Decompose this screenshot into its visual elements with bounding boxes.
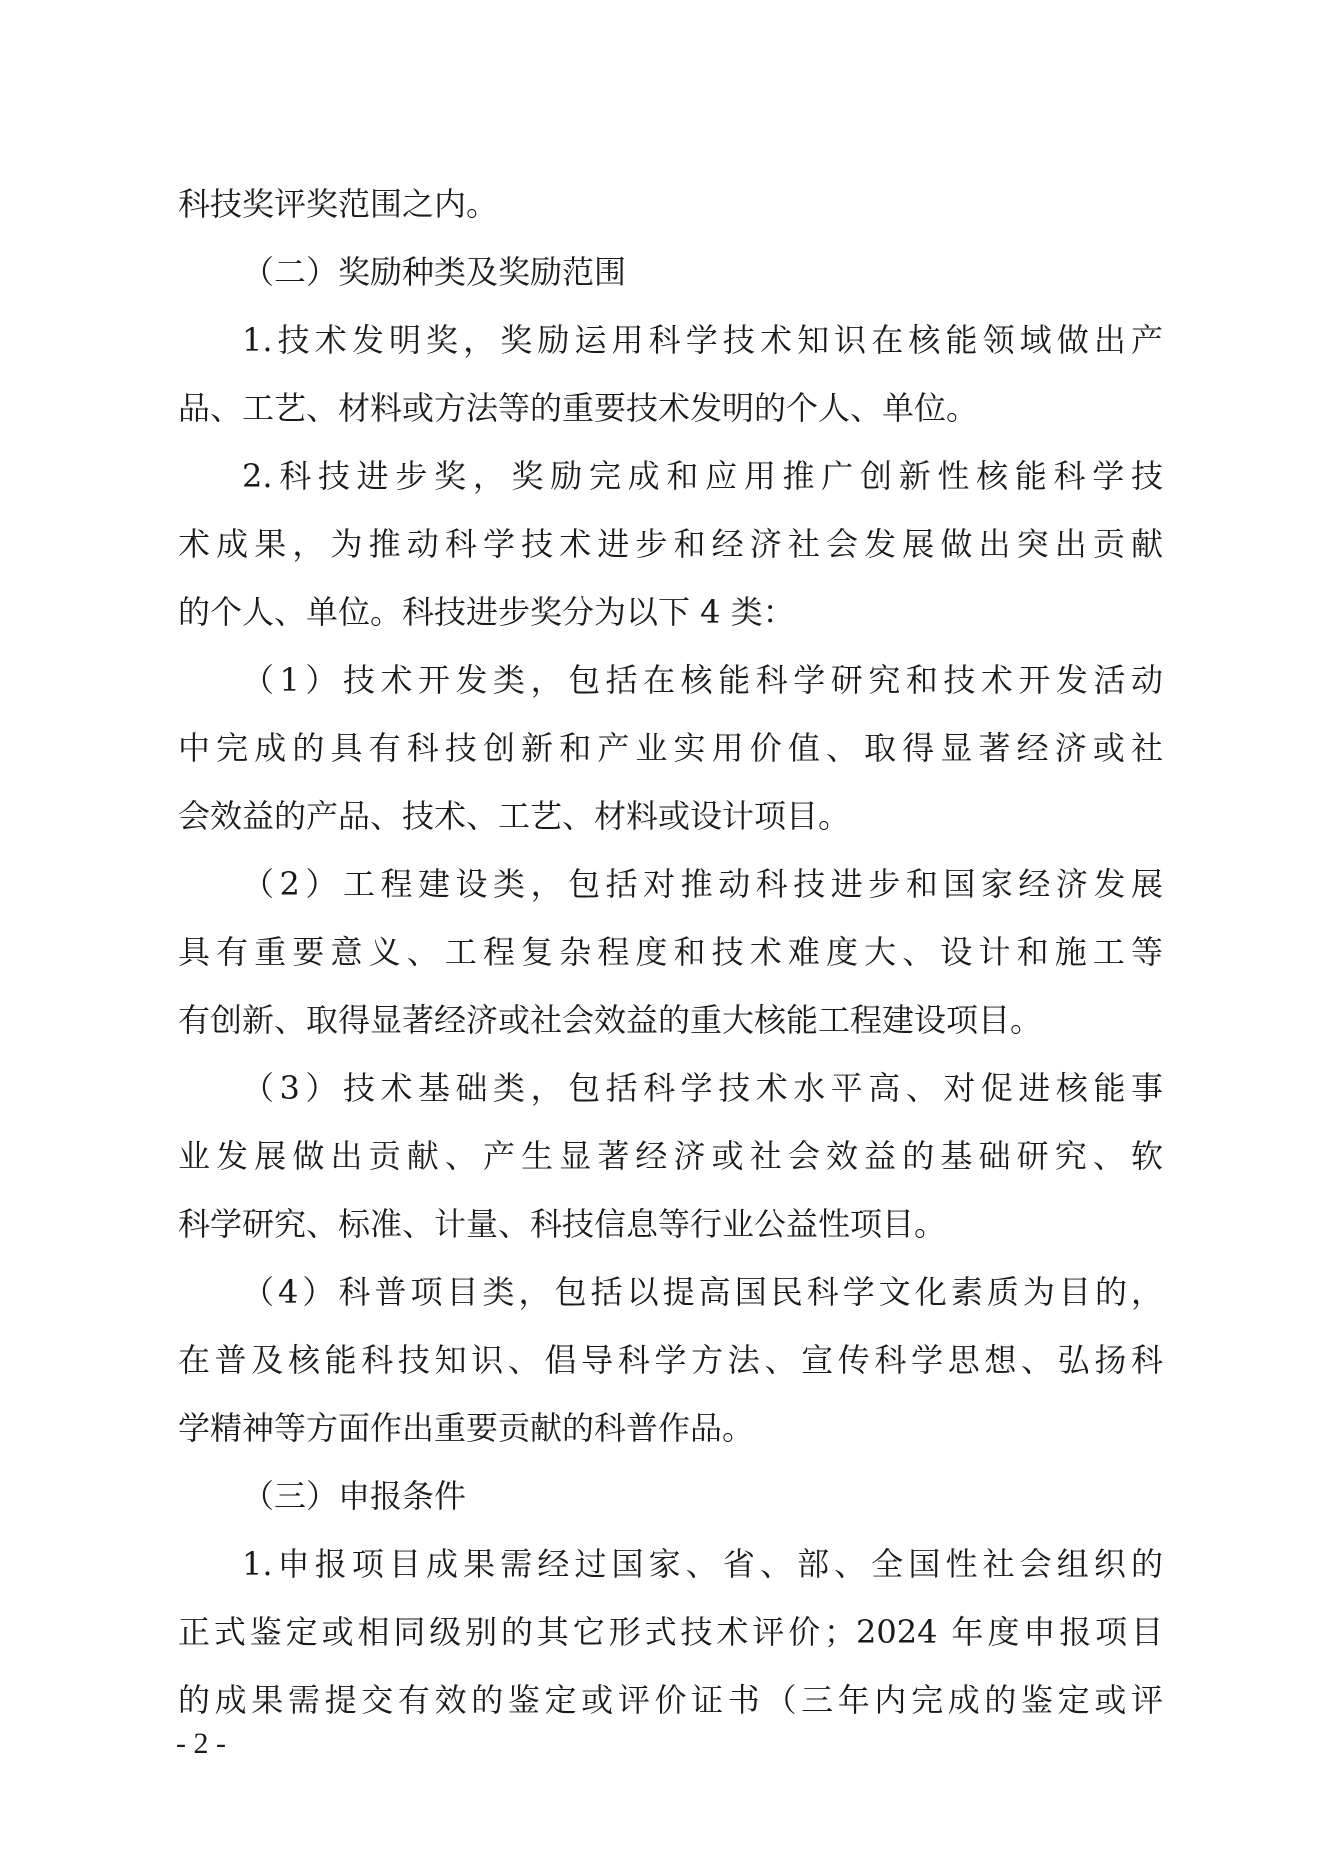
paragraph-line: 术成果，为推动科学技术进步和经济社会发展做出突出贡献 (178, 525, 1163, 563)
paragraph-line: 1.申报项目成果需经过国家、省、部、全国性社会组织的 (242, 1545, 1163, 1583)
paragraph-line: 科学研究、标准、计量、科技信息等行业公益性项目。 (178, 1205, 947, 1243)
paragraph-line: 中完成的具有科技创新和产业实用价值、取得显著经济或社 (178, 729, 1163, 767)
paragraph-line: （4）科普项目类，包括以提高国民科学文化素质为目的， (242, 1273, 1163, 1311)
paragraph-line: 业发展做出贡献、产生显著经济或社会效益的基础研究、软 (178, 1137, 1163, 1175)
body-text (178, 170, 1163, 1734)
paragraph-line: 的成果需提交有效的鉴定或评价证书（三年内完成的鉴定或评 (178, 1681, 1163, 1719)
paragraph-line: 2.科技进步奖，奖励完成和应用推广创新性核能科学技 (242, 457, 1163, 495)
paragraph-line: （2）工程建设类，包括对推动科技进步和国家经济发展 (242, 865, 1163, 903)
section-heading-award-types: （二）奖励种类及奖励范围 (242, 253, 627, 291)
paragraph-line: 学精神等方面作出重要贡献的科普作品。 (178, 1409, 755, 1447)
paragraph-line: 会效益的产品、技术、工艺、材料或设计项目。 (178, 797, 851, 835)
page-number: - 2 - (176, 1727, 226, 1760)
paragraph-line: 1.技术发明奖，奖励运用科学技术知识在核能领域做出产 (242, 321, 1163, 359)
paragraph-line: （1）技术开发类，包括在核能科学研究和技术开发活动 (242, 661, 1163, 699)
section-heading-conditions: （三）申报条件 (242, 1477, 467, 1515)
paragraph-line: （3）技术基础类，包括科学技术水平高、对促进核能事 (242, 1069, 1163, 1107)
paragraph-line: 具有重要意义、工程复杂程度和技术难度大、设计和施工等 (178, 933, 1163, 971)
paragraph-line: 品、工艺、材料或方法等的重要技术发明的个人、单位。 (178, 389, 979, 427)
paragraph-line: 有创新、取得显著经济或社会效益的重大核能工程建设项目。 (178, 1001, 1043, 1039)
paragraph-line: 在普及核能科技知识、倡导科学方法、宣传科学思想、弘扬科 (178, 1341, 1163, 1379)
paragraph-line: 的个人、单位。科技进步奖分为以下 4 类： (178, 593, 795, 631)
paragraph-line: 正式鉴定或相同级别的其它形式技术评价；2024 年度申报项目 (178, 1613, 1163, 1651)
paragraph-line: 科技奖评奖范围之内。 (178, 185, 499, 223)
